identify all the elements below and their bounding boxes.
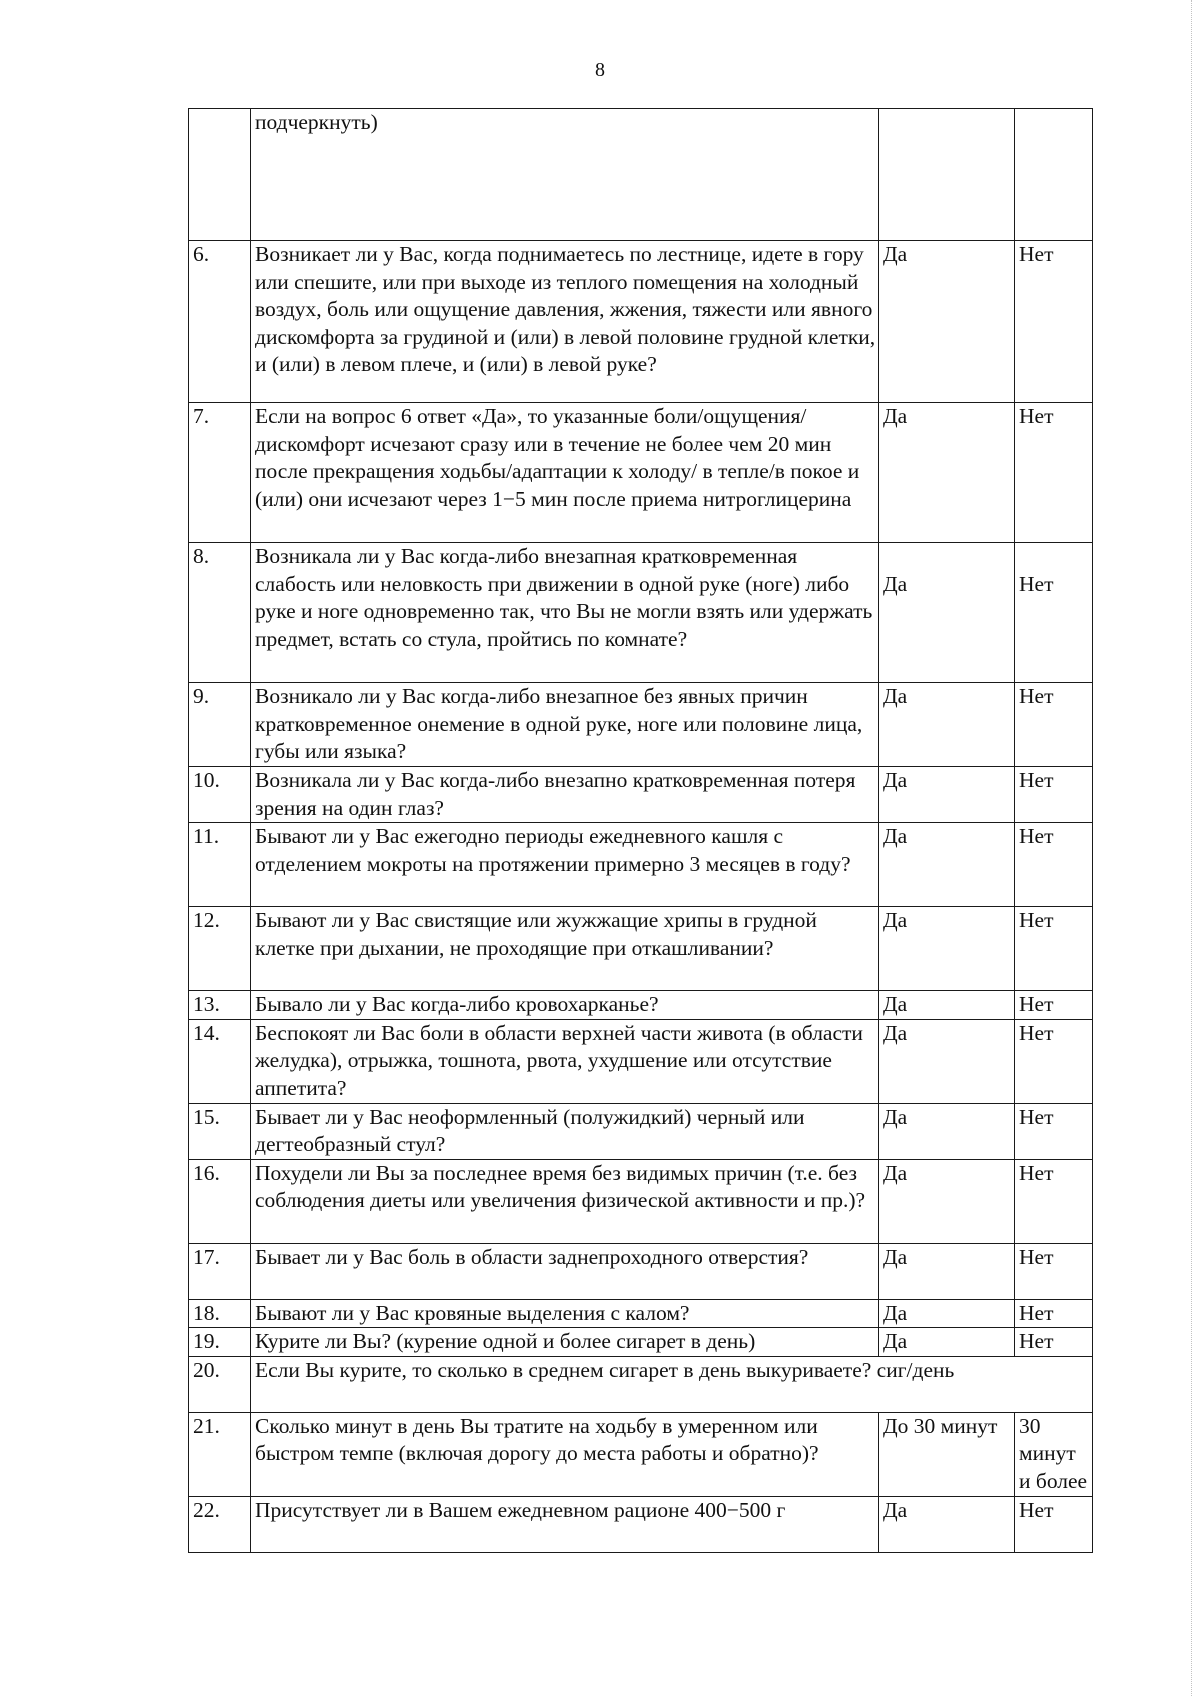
answer-no: Нет [1015, 543, 1093, 683]
answer-no: Нет [1015, 683, 1093, 767]
question-text: Бывают ли у Вас ежегодно периоды ежедневного кашля с отделением мокроты на протяжении примерно 3 месяцев в году? [251, 823, 879, 907]
answer-option [879, 109, 1015, 241]
answer-yes: Да [879, 543, 1015, 683]
answer-no: Нет [1015, 907, 1093, 991]
question-number: 18. [189, 1299, 251, 1328]
question-number: 8. [189, 543, 251, 683]
question-row [189, 907, 1093, 991]
answer-option [1015, 109, 1093, 241]
answer-no: Нет [1015, 1496, 1093, 1552]
question-row [189, 403, 1093, 543]
question-number: 16. [189, 1159, 251, 1243]
answer-no: Нет [1015, 767, 1093, 823]
question-text: Беспокоят ли Вас боли в области верхней части живота (в области желудка), отрыжка, тошнота, рвота, ухудшение или отсутствие аппетита? [251, 1019, 879, 1103]
answer-yes: Да [879, 1496, 1015, 1552]
question-row [189, 1159, 1093, 1243]
question-row [189, 1103, 1093, 1159]
question-text: Бывает ли у Вас боль в области заднепроходного отверстия? [251, 1243, 879, 1299]
answer-yes: Да [879, 823, 1015, 907]
answer-yes: Да [879, 1019, 1015, 1103]
question-number: 7. [189, 403, 251, 543]
question-row [189, 683, 1093, 767]
question-row [189, 1356, 1093, 1412]
answer-yes: Да [879, 1103, 1015, 1159]
question-text: Возникала ли у Вас когда-либо внезапная кратковременная слабость или неловкость при движении в одной руке (ноге) либо руке и ноге одновременно так, что Вы не могли взять или удержать предмет, встать со стула, пройтись по комнате? [251, 543, 879, 683]
question-number: 13. [189, 991, 251, 1020]
question-row [189, 1412, 1093, 1496]
answer-no: Нет [1015, 403, 1093, 543]
question-text: Возникала ли у Вас когда-либо внезапно кратковременная потеря зрения на один глаз? [251, 767, 879, 823]
question-text: Если на вопрос 6 ответ «Да», то указанные боли/ощущения/дискомфорт исчезают сразу или в течение не более чем 20 мин после прекращения ходьбы/адаптации к холоду/ в тепле/в покое и (или) они исчезают через 1−5 мин после приема нитроглицерина [251, 403, 879, 543]
question-text: Сколько минут в день Вы тратите на ходьбу в умеренном или быстром темпе (включая дорогу до места работы и обратно)? [251, 1412, 879, 1496]
answer-no: Нет [1015, 1103, 1093, 1159]
answer-yes: Да [879, 1159, 1015, 1243]
question-row [189, 1019, 1093, 1103]
question-text: Бывало ли у Вас когда-либо кровохарканье? [251, 991, 879, 1020]
question-number [189, 109, 251, 241]
question-row [189, 823, 1093, 907]
question-number: 6. [189, 241, 251, 403]
answer-yes: Да [879, 767, 1015, 823]
scan-edge-mark [1190, 0, 1192, 1696]
questionnaire-table [188, 108, 1093, 1553]
answer-no: Нет [1015, 241, 1093, 403]
answer-yes: Да [879, 1299, 1015, 1328]
answer-no: Нет [1015, 1019, 1093, 1103]
question-row [189, 241, 1093, 403]
answer-option: 30 минут и более [1015, 1412, 1093, 1496]
question-text: Курите ли Вы? (курение одной и более сигарет в день) [251, 1328, 879, 1357]
question-row [189, 1299, 1093, 1328]
answer-yes: Да [879, 991, 1015, 1020]
answer-yes: Да [879, 1328, 1015, 1357]
question-text: подчеркнуть) [251, 109, 879, 241]
question-row [189, 1496, 1093, 1552]
question-row [189, 767, 1093, 823]
question-number: 9. [189, 683, 251, 767]
question-number: 15. [189, 1103, 251, 1159]
page-number: 8 [595, 59, 605, 81]
answer-no: Нет [1015, 1159, 1093, 1243]
answer-yes: Да [879, 403, 1015, 543]
question-number: 10. [189, 767, 251, 823]
answer-yes: Да [879, 1243, 1015, 1299]
question-number: 14. [189, 1019, 251, 1103]
question-text: Бывает ли у Вас неоформленный (полужидкий) черный или дегтеобразный стул? [251, 1103, 879, 1159]
answer-yes: Да [879, 907, 1015, 991]
answer-no: Нет [1015, 1243, 1093, 1299]
question-row [189, 543, 1093, 683]
question-number: 17. [189, 1243, 251, 1299]
question-text: Похудели ли Вы за последнее время без видимых причин (т.е. без соблюдения диеты или увеличения физической активности и пр.)? [251, 1159, 879, 1243]
question-number: 20. [189, 1356, 251, 1412]
question-number: 11. [189, 823, 251, 907]
question-number: 19. [189, 1328, 251, 1357]
answer-no: Нет [1015, 991, 1093, 1020]
question-row [189, 1328, 1093, 1357]
question-row [189, 109, 1093, 241]
answer-option: До 30 минут [879, 1412, 1015, 1496]
question-row [189, 1243, 1093, 1299]
question-text: Возникало ли у Вас когда-либо внезапное без явных причин кратковременное онемение в одной руке, ноге или половине лица, губы или языка? [251, 683, 879, 767]
question-text: Возникает ли у Вас, когда поднимаетесь по лестнице, идете в гору или спешите, или при выходе из теплого помещения на холодный воздух, боль или ощущение давления, жжения, тяжести или явного дискомфорта за грудиной и (или) в левой половине грудной клетки, и (или) в левом плече, и (или) в левой руке? [251, 241, 879, 403]
answer-yes: Да [879, 683, 1015, 767]
question-number: 21. [189, 1412, 251, 1496]
answer-yes: Да [879, 241, 1015, 403]
answer-no: Нет [1015, 823, 1093, 907]
answer-no: Нет [1015, 1299, 1093, 1328]
question-text: Если Вы курите, то сколько в среднем сигарет в день выкуриваете? сиг/день [251, 1356, 1093, 1412]
question-text: Бывают ли у Вас свистящие или жужжащие хрипы в грудной клетке при дыхании, не проходящие при откашливании? [251, 907, 879, 991]
question-number: 22. [189, 1496, 251, 1552]
answer-no: Нет [1015, 1328, 1093, 1357]
question-text: Присутствует ли в Вашем ежедневном рационе 400−500 г [251, 1496, 879, 1552]
question-text: Бывают ли у Вас кровяные выделения с калом? [251, 1299, 879, 1328]
question-number: 12. [189, 907, 251, 991]
question-row [189, 991, 1093, 1020]
